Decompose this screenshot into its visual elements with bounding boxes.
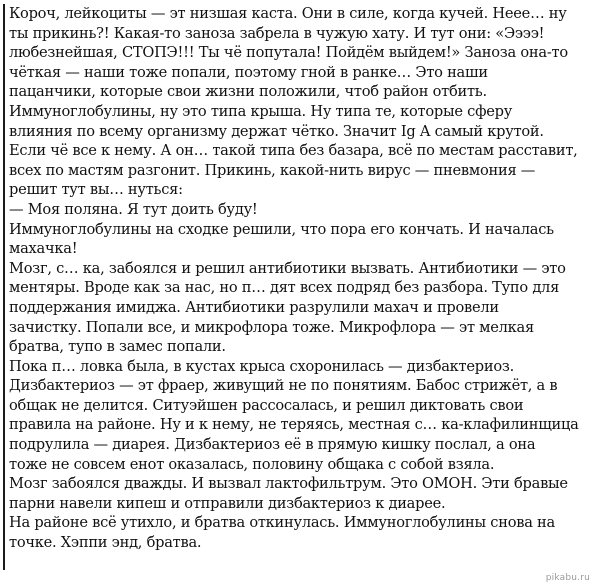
text-line: ты прикинь?! Какая-то заноза забрела в чужую хату. И тут они: «Ээээ! [9, 24, 545, 42]
text-line: махачка! [9, 240, 78, 258]
text-line: Иммуноглобулины на сходке решили, что пора его кончать. И началась [9, 220, 554, 238]
text-line: зачистку. Попали все, и микрофлора тоже. Микрофлора — эт мелкая [9, 318, 534, 336]
text-line: чёткая — наши тоже попали, поэтому гной в ранке… Это наши [9, 63, 488, 81]
site-watermark: pikabu.ru [545, 573, 590, 583]
text-line: Иммуноглобулины, ну это типа крыша. Ну типа те, которые сферу [9, 102, 513, 120]
story-text [9, 4, 593, 553]
quote-left-rule [3, 4, 5, 570]
text-line: братва, тупо в замес попали. [9, 338, 226, 356]
text-line: общак не делится. Ситуэйшен рассосалась, и решил диктовать свои [9, 396, 524, 414]
text-line: точке. Хэппи энд, братва. [9, 534, 202, 552]
text-line: парни навели кипеш и отправили дизбактериоз к диарее. [9, 494, 446, 512]
text-line: Дизбактериоз — эт фраер, живущий не по понятиям. Бабос стрижёт, а в [9, 377, 558, 395]
text-line: тоже не совсем енот оказалась, половину общака с собой взяла. [9, 455, 495, 473]
text-line: пацанчики, которые свои жизни положили, чтоб район отбить. [9, 83, 487, 101]
text-line: ментяры. Вроде как за нас, но п… дят всех подряд без разбора. Тупо для [9, 279, 560, 297]
text-line: Мозг, с… ка, забоялся и решил антибиотики вызвать. Антибиотики — это [9, 259, 566, 277]
text-line: подрулила — диарея. Дизбактериоз её в прямую кишку послал, а она [9, 436, 536, 454]
text-line: Если чё все к нему. А он… такой типа без базара, всё по местам расставит, [9, 142, 578, 160]
text-line: На районе всё утихло, и братва откинулась. Иммуноглобулины снова на [9, 514, 555, 532]
text-line: правила на районе. Ну и к нему, не теряясь, местная с… ка-клафилинщица [9, 416, 579, 434]
text-line: решит тут вы… нуться: [9, 181, 183, 199]
text-line: — Моя поляна. Я тут доить буду! [9, 200, 258, 218]
text-line: любезнейшая, СТОПЭ!!! Ты чё попутала! Пойдём выйдем!» Заноза она-то [9, 44, 568, 62]
text-line: Мозг забоялся дважды. И вызвал лактофильтрум. Это ОМОН. Эти бравые [9, 475, 568, 493]
text-line: Пока п… ловка была, в кустах крыса схоронилась — дизбактериоз. [9, 357, 514, 375]
text-line: Короч, лейкоциты — эт низшая каста. Они в силе, когда кучей. Неее… ну [9, 5, 567, 22]
text-line: поддержания имиджа. Антибиотики разрулили махач и провели [9, 298, 499, 316]
text-line: всех по мастям разгонит. Прикинь, какой-нить вирус — пневмония — [9, 161, 536, 179]
text-line: влияния по всему организму держат чётко. Значит Ig A самый крутой. [9, 122, 544, 140]
